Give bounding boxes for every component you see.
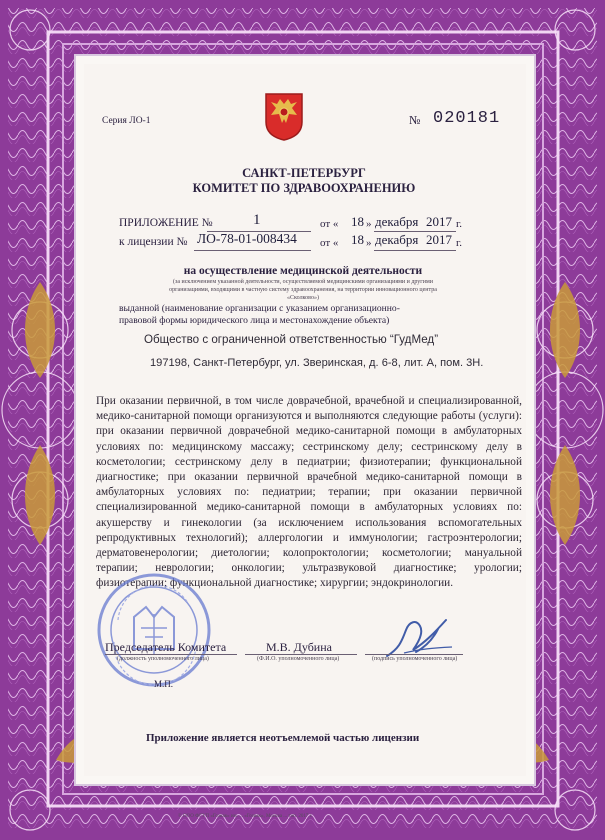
license-year-suffix: г. — [456, 237, 463, 249]
position-line — [105, 654, 237, 655]
city-title: САНКТ-ПЕТЕРБУРГ — [242, 166, 366, 180]
name-caption: (Ф.И.О. уполномоченного лица) — [257, 656, 340, 662]
appendix-year-suffix: г. — [456, 218, 463, 230]
printer-note: © ООО ФГУП «Гознак» им. ... «Гознак», Москва ... тип. 2017 г. — [178, 814, 313, 819]
document-number-prefix: № — [409, 113, 421, 127]
committee-title: КОМИТЕТ ПО ЗДРАВООХРАНЕНИЮ — [192, 181, 416, 195]
series-label: Серия ЛО-1 — [102, 116, 151, 126]
official-stamp-icon — [96, 572, 212, 688]
issued-note-line-2: правовой формы юридического лица и местонахождение объекта) — [119, 315, 390, 326]
appendix-year: 2017 — [426, 214, 452, 229]
appendix-date-prefix: от « — [320, 218, 339, 230]
stamp-place-label: М.П. — [154, 679, 174, 689]
license-year: 2017 — [426, 232, 452, 247]
appendix-month: декабря — [375, 214, 419, 229]
license-date-mid: » — [366, 237, 372, 249]
appendix-day: 18 — [351, 214, 364, 229]
activity-title: на осуществление медицинской деятельности — [183, 265, 423, 277]
organization-address: 197198, Санкт-Петербург, ул. Зверинская, д. 6-8, лит. А, пом. 3Н. — [150, 357, 484, 369]
footer-note: Приложение является неотъемлемой частью лицензии — [146, 732, 420, 744]
activity-note-line-3: «Сколково») — [287, 295, 319, 301]
activity-note-line-2: организациями, входящими в частную систему здравоохранения, на территории инновационного центра — [169, 287, 437, 293]
signature-caption: (подпись уполномоченного лица) — [372, 656, 458, 662]
document-number: 020181 — [433, 109, 501, 128]
activity-note-line-1: (за исключением указанной деятельности, осуществляемой медицинскими организациями и другими — [173, 279, 433, 285]
license-number: ЛО-78-01-008434 — [197, 231, 297, 246]
license-date-prefix: от « — [320, 237, 339, 249]
name-line — [245, 654, 357, 655]
organization-name: Общество с ограниченной ответственностью “ГудМед” — [144, 333, 439, 346]
signature-line — [365, 654, 463, 655]
license-label: к лицензии № — [119, 236, 188, 248]
appendix-label: ПРИЛОЖЕНИЕ № — [119, 217, 213, 229]
appendix-number: 1 — [253, 212, 261, 228]
license-day: 18 — [351, 232, 364, 247]
issued-note-line-1: выданной (наименование организации с указанием организационно- — [119, 303, 400, 314]
licensed-services-text: При оказании первичной, в том числе доврачебной, врачебной и специализированной, медико-санитарной помощи организуются и выполняются следующие работы (услуги): при оказании первичной доврачебной медико-санитарной помощи в амбулаторных условиях по: медицинскому массажу; сестринскому делу; сестринскому делу в косметологии; сестринскому делу в педиатрии; физиотерапии; функциональной диагностике; при оказании первичной врачебной медико-санитарной помощи в амбулаторных условиях по: педиатрии; терапии; при оказании первичной специализированной медико-санитарной помощи в амбулаторных условиях по: акушерству и гинекологии (за исключением использования вспомогательных репродуктивных технологий); аллергологии и иммунологии; гастроэнтерологии; дерматовенерологии; диетологии; колопроктологии; косметологии; мануальной терапии; неврологии; онкологии; ультразвуковой диагностике; урологии; физиотерапии; функциональной диагностике; хирургии; эндокринологии. — [96, 395, 522, 590]
license-month: декабря — [375, 232, 419, 247]
license-date-line — [374, 250, 456, 251]
position-caption: (должность уполномоченного лица) — [117, 656, 209, 662]
signatory-name: М.В. Дубина — [266, 640, 332, 654]
appendix-date-mid: » — [366, 218, 372, 230]
russian-coat-of-arms-icon — [263, 91, 305, 141]
license-number-line — [194, 250, 311, 251]
signatory-position: Председатель Комитета — [105, 640, 227, 654]
